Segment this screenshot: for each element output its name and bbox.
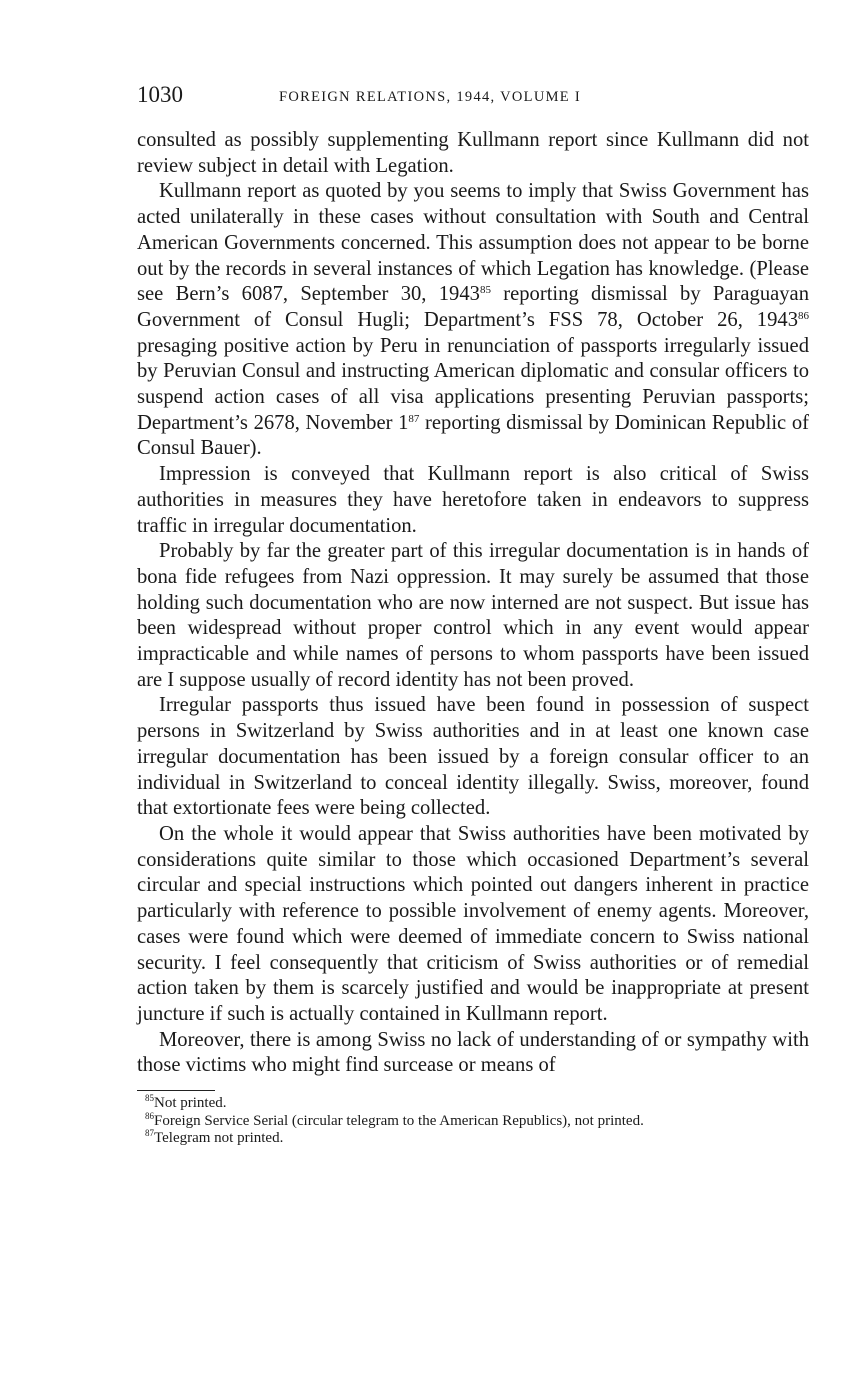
paragraph-2 [137,179,809,462]
paragraph-1: consulted as possibly supplementing Kullmann report since Kullmann did not review subject in detail with Legation. [137,129,809,177]
footnote-ref-85: 85 [479,284,491,297]
paragraph-3: Impression is conveyed that Kullmann report is also critical of Swiss authorities in measures they have heretofore taken in endeavors to suppress traffic in irregular documentation. [137,463,809,537]
paragraph-6: On the whole it would appear that Swiss authorities have been motivated by considerations quite similar to those which occasioned Department’s several circular and special instructions which pointed out dangers inherent in practice particularly with reference to possible involvement of enemy agents. Moreover, cases were found which were deemed of immediate concern to Swiss national security. I feel consequently that criticism of Swiss authorities or of remedial action taken by them is scarcely justified and would be inappropriate at present juncture if such is actually contained in Kullmann report. [137,822,809,1025]
footnote-number: 85 [145,1093,154,1104]
footnotes [137,1095,809,1148]
footnote-number: 87 [145,1128,154,1139]
footnote-85 [137,1095,809,1113]
footnote-divider [137,1090,215,1091]
footnote-text: Not printed. [154,1095,227,1112]
body-text [137,128,809,1079]
footnote-text: Foreign Service Serial (circular telegram to the American Republics), not printed. [154,1112,644,1129]
footnote-ref-86: 86 [798,309,809,322]
paragraph-5: Irregular passports thus issued have been found in possession of suspect persons in Switzerland by Swiss authorities and in at least one known case irregular documentation has been issued by a foreign consular officer to an individual in Switzerland to conceal identity illegally. Swiss, moreover, found that extortionate fees were being collected. [137,694,809,820]
footnote-87 [137,1130,809,1148]
paragraph-2-part-4: reporting dismissal by Dominican Republic of Consul Bauer). [137,411,809,460]
footnote-86 [137,1110,809,1131]
document-page [137,82,809,1148]
paragraph-2-part-3: presaging positive action by Peru in renunciation of passports irregularly issued by Peruvian Consul and instructing American diplomatic and consular officers to suspend action cases of all visa applications presenting Peruvian passports; Department’s 2678, November 1 [137,334,809,434]
footnote-number: 86 [145,1110,154,1121]
page-number: 1030 [137,82,183,107]
paragraph-2-part-2: reporting dismissal by Paraguayan Government of Consul Hugli; Department’s FSS 78, October 26, 1943 [137,283,809,331]
footnote-text: Telegram not printed. [154,1130,284,1147]
paragraph-7: Moreover, there is among Swiss no lack of understanding of or sympathy with those victims who might find surcease or means of [137,1028,809,1077]
footnote-ref-87: 87 [408,412,420,425]
paragraph-2-part-1: Kullmann report as quoted by you seems to imply that Swiss Government has acted unilaterally in these cases without consultation with South and Central American Governments concerned. This assumption does not appear to be borne out by the records in several instances of which Legation has knowledge. (Please see Bern’s 6087, September 30, 1943 [137,180,809,306]
paragraph-4: Probably by far the greater part of this irregular documentation is in hands of bona fide refugees from Nazi oppression. It may surely be assumed that those holding such documentation who are now interned are not suspect. But issue has been widespread without proper control which in any event would appear impracticable and while names of persons to whom passports have been issued are I suppose usually of record identity has not been proved. [137,540,809,691]
running-head: FOREIGN RELATIONS, 1944, VOLUME I [279,89,582,105]
page-header [137,82,809,112]
